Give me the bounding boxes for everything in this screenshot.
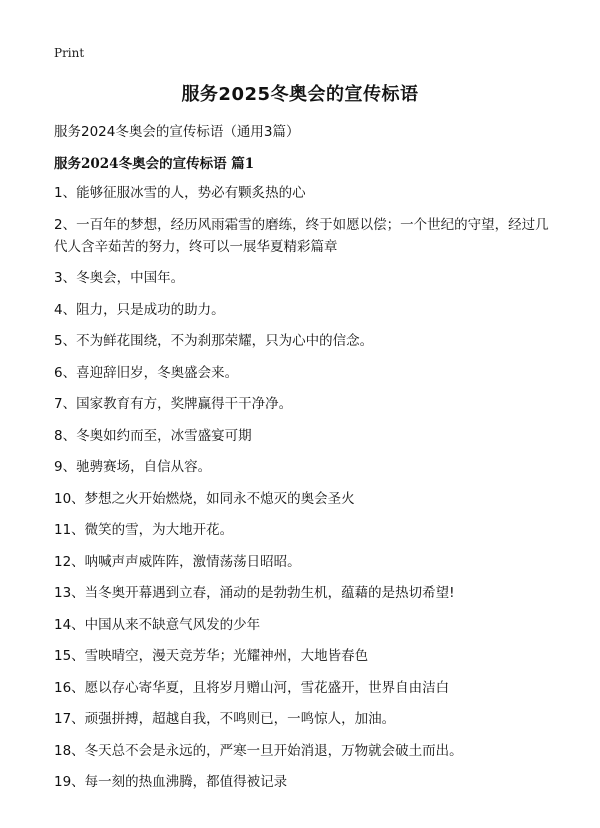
slogan-item: 11、微笑的雪，为大地开花。	[54, 522, 234, 538]
slogan-item: 3、冬奥会，中国年。	[54, 270, 185, 286]
slogan-list	[54, 182, 554, 803]
slogan-item: 1、能够征服冰雪的人，势必有颗炙热的心	[54, 185, 306, 201]
slogan-item: 9、驰骋赛场，自信从容。	[54, 459, 212, 475]
slogan-item: 5、不为鲜花围绕，不为刹那荣耀，只为心中的信念。	[54, 333, 374, 349]
document-title: 服务2025冬奥会的宣传标语	[181, 84, 419, 105]
slogan-item: 6、喜迎辞旧岁，冬奥盛会来。	[54, 364, 239, 381]
slogan-item: 17、顽强拼搏，超越自我，不鸣则已，一鸣惊人，加油。	[54, 711, 396, 727]
slogan-item: 14、中国从来不缺意气风发的少年	[54, 616, 261, 633]
slogan-item: 15、雪映晴空，漫天竞芳华；光耀神州，大地皆春色	[54, 648, 369, 664]
slogan-item: 18、冬天总不会是永远的，严寒一旦开始消退，万物就会破土而出。	[54, 742, 463, 759]
slogan-item: 12、呐喊声声威阵阵，激情荡荡日昭昭。	[54, 553, 301, 570]
slogan-item: 7、国家教育有方，奖牌赢得干干净净。	[54, 396, 293, 412]
slogan-item: 16、愿以存心寄华夏，且将岁月赠山河，雪花盛开，世界自由洁白	[54, 679, 450, 696]
section-heading: 服务2024冬奥会的宣传标语 篇1	[54, 156, 255, 172]
slogan-item: 13、当冬奥开幕遇到立春，涌动的是勃勃生机，蕴藉的是热切希望!	[54, 585, 455, 601]
slogan-item: 2、一百年的梦想，经历风雨霜雪的磨练，终于如愿以偿；一个世纪的守望，经过几代人含辛茹苦的努力，终可以一展华夏精彩篇章	[54, 216, 549, 255]
document-subtitle: 服务2024冬奥会的宣传标语（通用3篇）	[54, 124, 300, 140]
print-link[interactable]: Print	[54, 46, 85, 60]
slogan-item: 19、每一刻的热血沸腾，都值得被记录	[54, 774, 288, 790]
slogan-item: 8、冬奥如约而至，冰雪盛宴可期	[54, 427, 252, 444]
slogan-item: 4、阻力，只是成功的助力。	[54, 301, 225, 318]
slogan-item: 10、梦想之火开始燃烧，如同永不熄灭的奥会圣火	[54, 490, 355, 507]
